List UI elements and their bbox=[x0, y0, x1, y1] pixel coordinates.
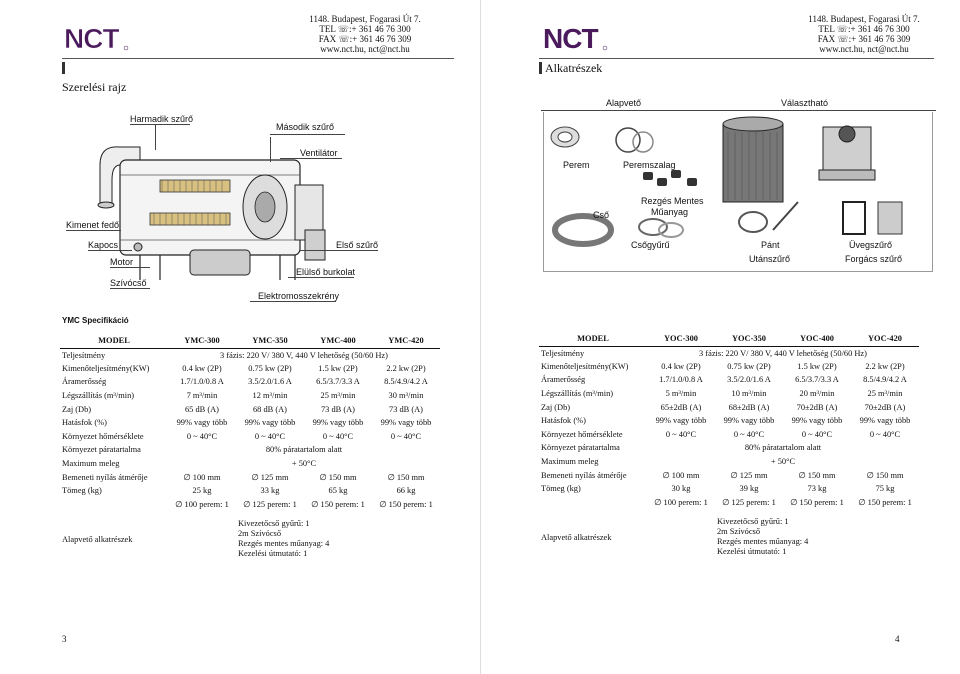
row-value: 0 ~ 40°C bbox=[869, 429, 901, 439]
row-value: 1.5 kw (2P) bbox=[318, 363, 358, 373]
header-rule bbox=[539, 58, 934, 59]
row-value: 1.7/1.0/0.8 A bbox=[659, 375, 703, 385]
label-kapocs: Kapocs bbox=[88, 240, 119, 250]
basic-part-item: Rezgés mentes műanyag: 4 bbox=[716, 537, 809, 547]
row-span-value: 80% páratartalom alatt bbox=[265, 445, 343, 455]
row-value: 2.2 kw (2P) bbox=[386, 363, 426, 373]
row-value: 99% vagy több bbox=[244, 418, 296, 428]
row-value: 99% vagy több bbox=[791, 416, 843, 426]
label-rezges-mentes: Rezgés Mentes bbox=[641, 196, 704, 206]
basic-parts-label: Alapvető alkatrészek bbox=[62, 534, 133, 544]
row-value: 1.7/1.0/0.8 A bbox=[180, 377, 224, 387]
basic-parts-list bbox=[168, 511, 440, 567]
row-value: ∅ 100 mm bbox=[183, 473, 221, 483]
row-value: ∅ 100 perem: 1 bbox=[654, 498, 708, 508]
basic-part-item: Kivezetőcső gyűrű: 1 bbox=[237, 519, 310, 529]
row-value: 70±2dB (A) bbox=[864, 402, 906, 412]
row-label: Hatásfok (%) bbox=[541, 416, 586, 426]
page-number: 4 bbox=[895, 634, 900, 644]
row-span-value: 3 fázis: 220 V/ 380 V, 440 V lehetőség (50/60 Hz) bbox=[699, 348, 867, 358]
row-value: 99% vagy több bbox=[859, 416, 911, 426]
row-value: 1.5 kw (2P) bbox=[797, 361, 837, 371]
label-perem: Perem bbox=[563, 160, 590, 170]
row-value: ∅ 150 mm bbox=[798, 471, 836, 481]
row-label: Teljesítmény bbox=[541, 348, 585, 358]
row-label: Tömeg (kg) bbox=[541, 484, 581, 494]
row-value: 30 m³/min bbox=[388, 391, 424, 401]
table-row bbox=[60, 362, 440, 376]
row-value: 0 ~ 40°C bbox=[665, 429, 697, 439]
fax-line: FAX ☏:+ 361 46 76 309 bbox=[318, 34, 412, 44]
label-utanszuro: Utánszűrő bbox=[749, 254, 791, 264]
row-value: 0.75 kw (2P) bbox=[248, 363, 292, 373]
table-row bbox=[60, 402, 440, 416]
row-value: ∅ 150 perem: 1 bbox=[311, 500, 365, 510]
label-motor: Motor bbox=[110, 257, 134, 267]
row-label: Kimenőteljesítmény(KW) bbox=[541, 361, 629, 371]
table-row bbox=[539, 455, 919, 469]
page-number: 3 bbox=[62, 634, 67, 644]
table-row bbox=[539, 373, 919, 387]
table-header-row bbox=[539, 332, 919, 346]
row-value: 2.2 kw (2P) bbox=[865, 361, 905, 371]
row-label: Maximum meleg bbox=[62, 459, 120, 469]
label-muanyag: Műanyag bbox=[651, 207, 689, 217]
header-model-col: YOC-350 bbox=[731, 334, 766, 344]
page-right bbox=[480, 0, 960, 674]
svg-text:NCT: NCT bbox=[543, 23, 598, 54]
row-value: 99% vagy több bbox=[380, 418, 432, 428]
phone-line: TEL ☏:+ 361 46 76 300 bbox=[818, 24, 910, 34]
row-value: 73 kg bbox=[807, 484, 827, 494]
label-elektromosszekreny: Elektromosszekrény bbox=[258, 291, 340, 301]
row-label bbox=[60, 498, 168, 512]
row-value: 75 kg bbox=[875, 484, 895, 494]
header-model: MODEL bbox=[98, 336, 130, 346]
table-row bbox=[60, 430, 440, 444]
header-model-col: YMC-420 bbox=[388, 336, 424, 346]
row-label: Környezet páratartalma bbox=[541, 443, 620, 453]
row-value: ∅ 150 perem: 1 bbox=[379, 500, 433, 510]
section-marker bbox=[62, 62, 65, 74]
row-value: 65 kg bbox=[328, 486, 348, 496]
row-value: 3.5/2.0/1.6 A bbox=[727, 375, 771, 385]
table-row bbox=[539, 496, 919, 510]
row-label: Zaj (Db) bbox=[62, 404, 92, 414]
basic-part-item: Kivezetőcső gyűrű: 1 bbox=[716, 517, 789, 527]
basic-parts-row bbox=[539, 509, 919, 565]
row-label: Teljesítmény bbox=[62, 350, 106, 360]
company-address bbox=[300, 14, 430, 54]
row-value: 68 dB (A) bbox=[252, 404, 287, 414]
row-value: 70±2dB (A) bbox=[796, 402, 838, 412]
header-model-col: YOC-300 bbox=[663, 334, 698, 344]
section-marker bbox=[539, 62, 542, 74]
basic-parts-row bbox=[60, 511, 440, 567]
table-row bbox=[60, 348, 440, 362]
table-row bbox=[539, 441, 919, 455]
row-value: 0.4 kw (2P) bbox=[661, 361, 701, 371]
table-row bbox=[539, 387, 919, 401]
row-span-value: + 50°C bbox=[770, 457, 796, 467]
table-row bbox=[539, 428, 919, 442]
label-harmadik-szuro: Harmadik szűrő bbox=[130, 114, 194, 124]
row-value: 0 ~ 40°C bbox=[733, 429, 765, 439]
header-model-col: YMC-300 bbox=[184, 336, 220, 346]
table-row bbox=[539, 414, 919, 428]
header-model-col: YOC-420 bbox=[868, 334, 902, 344]
header-model-col: YMC-400 bbox=[320, 336, 356, 346]
row-value: ∅ 100 mm bbox=[662, 471, 700, 481]
address-line: 1148. Budapest, Fogarasi Út 7. bbox=[808, 14, 920, 24]
row-label: Áramerősség bbox=[541, 375, 586, 385]
basic-parts-list bbox=[647, 509, 919, 565]
label-pant: Pánt bbox=[761, 240, 780, 250]
row-value: 39 kg bbox=[739, 484, 759, 494]
row-value: 0.75 kw (2P) bbox=[727, 361, 771, 371]
label-csogyuru: Csőgyűrű bbox=[631, 240, 670, 250]
row-value: 33 kg bbox=[260, 486, 280, 496]
company-address bbox=[799, 14, 929, 54]
row-value: 8.5/4.9/4.2 A bbox=[863, 375, 907, 385]
label-kimenet-fedo: Kimenet fedő bbox=[66, 220, 120, 230]
table-row bbox=[60, 416, 440, 430]
spec-table-left bbox=[60, 334, 440, 567]
row-value: 6.5/3.7/3.3 A bbox=[795, 375, 839, 385]
label-szivocso: Szívócső bbox=[110, 278, 147, 288]
row-value: ∅ 150 mm bbox=[387, 473, 425, 483]
row-label: Bemeneti nyílás átmérője bbox=[541, 470, 627, 480]
row-label: Tömeg (kg) bbox=[62, 486, 102, 496]
label-masodik-szuro: Második szűrő bbox=[276, 122, 335, 132]
basic-part-item: Rezgés mentes műanyag: 4 bbox=[237, 539, 330, 549]
row-label: Környezet hőmérséklete bbox=[62, 431, 144, 441]
table-row bbox=[539, 468, 919, 482]
row-value: 30 kg bbox=[671, 484, 691, 494]
row-value: 99% vagy több bbox=[655, 416, 707, 426]
row-label: Zaj (Db) bbox=[541, 402, 571, 412]
header-rule bbox=[62, 58, 454, 59]
fax-line: FAX ☏:+ 361 46 76 309 bbox=[817, 34, 911, 44]
table-row bbox=[60, 498, 440, 512]
svg-text:NCT: NCT bbox=[64, 23, 119, 54]
row-value: ∅ 125 mm bbox=[730, 471, 768, 481]
row-value: 8.5/4.9/4.2 A bbox=[384, 377, 428, 387]
table-header-row bbox=[60, 334, 440, 348]
table-row bbox=[60, 470, 440, 484]
row-label bbox=[539, 496, 647, 510]
basic-part-item: 2m Szívócső bbox=[716, 527, 761, 537]
label-ventilator: Ventilátor bbox=[300, 148, 338, 158]
basic-parts-label: Alapvető alkatrészek bbox=[541, 532, 612, 542]
row-value: 0.4 kw (2P) bbox=[182, 363, 222, 373]
row-label: Bemeneti nyílás átmérője bbox=[62, 472, 148, 482]
row-value: ∅ 150 perem: 1 bbox=[790, 498, 844, 508]
spec-label: YMC Specifikáció bbox=[62, 316, 129, 325]
row-value: 3.5/2.0/1.6 A bbox=[248, 377, 292, 387]
row-span-value: 80% páratartalom alatt bbox=[744, 443, 822, 453]
web-line: www.nct.hu, nct@nct.hu bbox=[819, 44, 909, 54]
row-value: 99% vagy több bbox=[312, 418, 364, 428]
table-row bbox=[60, 375, 440, 389]
row-label: Környezet páratartalma bbox=[62, 445, 141, 455]
row-value: ∅ 125 perem: 1 bbox=[243, 500, 297, 510]
basic-part-item: Kezelési útmutató: 1 bbox=[237, 549, 308, 559]
row-value: 20 m³/min bbox=[799, 389, 835, 399]
header-model: MODEL bbox=[577, 334, 609, 344]
row-value: 25 kg bbox=[192, 486, 212, 496]
table-row bbox=[539, 482, 919, 496]
label-uvegszuro: Üvegszűrő bbox=[849, 240, 893, 250]
row-value: 65±2dB (A) bbox=[660, 402, 702, 412]
label-elso-szuro: Első szűrő bbox=[336, 240, 379, 250]
row-value: 12 m³/min bbox=[252, 391, 288, 401]
label-peremszalag: Peremszalag bbox=[623, 160, 676, 170]
row-value: 0 ~ 40°C bbox=[322, 431, 354, 441]
row-value: 5 m³/min bbox=[665, 389, 697, 399]
row-value: ∅ 150 mm bbox=[319, 473, 357, 483]
row-label: Maximum meleg bbox=[541, 457, 599, 467]
web-line: www.nct.hu, nct@nct.hu bbox=[320, 44, 410, 54]
row-value: 99% vagy több bbox=[176, 418, 228, 428]
row-value: ∅ 150 mm bbox=[866, 471, 904, 481]
row-value: 68±2dB (A) bbox=[728, 402, 770, 412]
tab-optional: Választható bbox=[781, 98, 829, 108]
label-cso: Cső bbox=[593, 210, 610, 220]
row-label: Légszállítás (m³/min) bbox=[541, 389, 614, 399]
header-model-col: YOC-400 bbox=[799, 334, 834, 344]
row-value: 7 m³/min bbox=[186, 391, 218, 401]
phone-line: TEL ☏:+ 361 46 76 300 bbox=[319, 24, 411, 34]
header-model-col: YMC-350 bbox=[252, 336, 288, 346]
spec-table-right bbox=[539, 332, 919, 565]
table-row bbox=[60, 443, 440, 457]
row-value: 10 m³/min bbox=[731, 389, 767, 399]
row-value: 0 ~ 40°C bbox=[254, 431, 286, 441]
table-row bbox=[539, 360, 919, 374]
table-row bbox=[539, 346, 919, 360]
table-row bbox=[539, 400, 919, 414]
row-value: 25 m³/min bbox=[320, 391, 356, 401]
row-value: ∅ 100 perem: 1 bbox=[175, 500, 229, 510]
row-value: ∅ 125 perem: 1 bbox=[722, 498, 776, 508]
row-span-value: 3 fázis: 220 V/ 380 V, 440 V lehetőség (50/60 Hz) bbox=[220, 350, 388, 360]
table-row bbox=[60, 484, 440, 498]
row-label: Környezet hőmérséklete bbox=[541, 429, 623, 439]
table-row bbox=[60, 389, 440, 403]
row-value: 65 dB (A) bbox=[184, 404, 219, 414]
row-value: 73 dB (A) bbox=[389, 404, 423, 414]
basic-part-item: Kezelési útmutató: 1 bbox=[716, 547, 787, 557]
row-value: 25 m³/min bbox=[867, 389, 903, 399]
tab-basic: Alapvető bbox=[606, 98, 642, 108]
row-label: Hatásfok (%) bbox=[62, 418, 107, 428]
row-value: 0 ~ 40°C bbox=[801, 429, 833, 439]
nct-logo bbox=[541, 24, 609, 52]
row-value: 99% vagy több bbox=[723, 416, 775, 426]
label-forgacs-szuro: Forgács szűrő bbox=[845, 254, 903, 264]
row-label: Áramerősség bbox=[62, 377, 107, 387]
basic-part-item: 2m Szívócső bbox=[237, 529, 282, 539]
row-value: 66 kg bbox=[396, 486, 416, 496]
row-span-value: + 50°C bbox=[291, 459, 317, 469]
row-value: 73 dB (A) bbox=[320, 404, 355, 414]
row-label: Kimenőteljesítmény(KW) bbox=[62, 363, 150, 373]
row-value: ∅ 125 mm bbox=[251, 473, 289, 483]
row-label: Légszállítás (m³/min) bbox=[62, 391, 135, 401]
label-elulso-burkolat: Elülső burkolat bbox=[296, 267, 356, 277]
row-value: 0 ~ 40°C bbox=[186, 431, 218, 441]
row-value: ∅ 150 perem: 1 bbox=[858, 498, 912, 508]
nct-logo bbox=[62, 24, 130, 52]
row-value: 0 ~ 40°C bbox=[390, 431, 422, 441]
row-value: 6.5/3.7/3.3 A bbox=[316, 377, 360, 387]
section-title: Szerelési rajz bbox=[62, 80, 127, 94]
section-title: Alkatrészek bbox=[545, 61, 603, 75]
table-row bbox=[60, 457, 440, 471]
address-line: 1148. Budapest, Fogarasi Út 7. bbox=[309, 14, 421, 24]
